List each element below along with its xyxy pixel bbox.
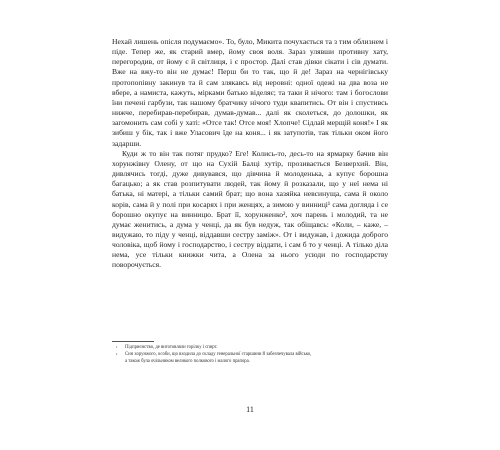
footnotes bbox=[112, 345, 312, 366]
paragraph-2: Куди ж то він так потяг прудко? Еге! Колись-то, десь-то на ярмарку бачив він хорунжівну Олену, от що на Сухій Балці хутір, прозивається Безверхий. Він, дивлячись тогді, дуже дивувався, що дівчина й молоденька, а купує борошна багацько; а як став розпитувати людей, так йому й розказали, що у неї нема ні батька, ні матері, а тільки самий брат; що вона хазяйка невсинуща, сама й около корів, сама й у полі при косарях і при женцях, а зимою у винниці¹ сама догляда і се борошно окупує на винницю. Брат її, хорунженко², хоч парень і молодий, та не думає женитись, а дума у ченці, да як був недуж, так обіщавсь: «Коли, – каже, – видужаю, то піду у ченці, віддавши сестру заміж». От і видужав, і дожида доброго чоловіка, щоб йому і господарство, і сестру віддати, і сам б то у ченці. А тілько діла нема, усе тільки книжки чита, а Олена за нього усюди по господарству поворочується. bbox=[112, 148, 388, 270]
footnote-mark: ¹ bbox=[116, 345, 118, 350]
footnote-1 bbox=[112, 345, 312, 351]
footnote-2 bbox=[112, 352, 312, 365]
page-number: 11 bbox=[246, 405, 254, 414]
paragraph-1: Нехай лишень опісля подумаємо». То, було, Микита почухається та з тим облизнем і піде. Тепер же, як старий вмер, йому своя воля. Зараз улявши противну хату, перегородив, от йому є й світлиця, і є простор. Далі став дівки сікати і сів думати. Вже на вжу-то він не думає! Перш би то так, що й де! Зараз на чернігівську протопопівну закинув та й сам злякавсь від неровні: одної одежі на два воза не вбере, а намиста, кажуть, мірками батько віделяє; та таки й нічого: там і богослови їни печені гарбузи, так нашому братчику нічого туди квапитись. От він і спустивсь нижче, перебирав-перебирав, думав-думав... далі як сколеться, до долошки, як загомонить сам собі у хаті: «Отсе так! Отсе моя! Хлопче! Сідлай мерщій коня!» І як зибиш у бік, так і вже Уласович їде на коня... і як затупотів, так тільки оком його задарши. bbox=[112, 37, 388, 148]
footnote-divider bbox=[112, 341, 154, 342]
footnote-text: Підприємство, де виготовляли горілку і спирт. bbox=[125, 345, 218, 350]
footnote-mark: ² bbox=[116, 352, 118, 358]
footnote-text: Син хорунжого, особи, що входила до складу генеральної старшини й забезпечувала військо, а також була очільником великого полкового і малого прапора. bbox=[125, 352, 312, 364]
main-text bbox=[112, 37, 388, 271]
